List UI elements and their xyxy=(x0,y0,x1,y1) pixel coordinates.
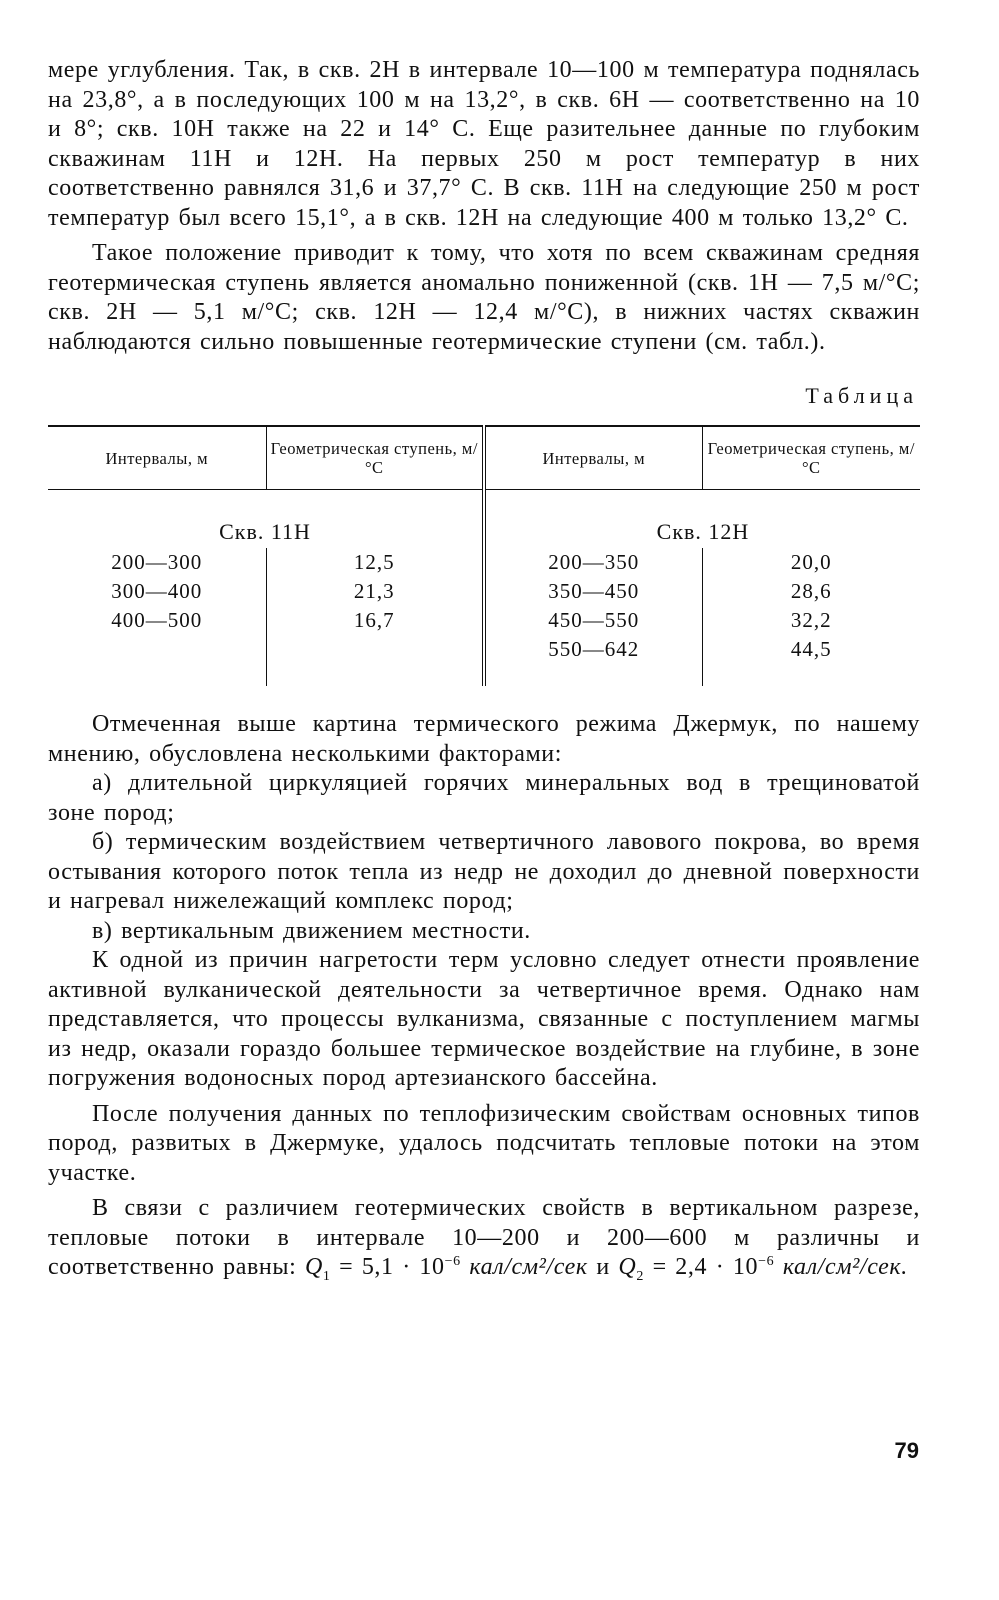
q1-value: = 5,1 · 10 xyxy=(330,1254,445,1280)
cell-step: 28,6 xyxy=(790,579,832,603)
cell-step: 44,5 xyxy=(790,637,832,661)
cell-step-empty xyxy=(266,635,484,664)
list-item-b: б) термическим воздействием четвертичного лавового покрова, во время остывания которого поток тепла из недр не доходил до дневной поверхности и нагревал нижележащий комплекс пород; xyxy=(48,829,920,914)
paragraph-heat-flow-values xyxy=(48,1194,920,1283)
cell-spacer xyxy=(702,664,920,686)
cell-step: 20,0 xyxy=(790,550,832,574)
q1-symbol: Q xyxy=(304,1254,323,1280)
and-conjunction: и xyxy=(587,1254,619,1280)
q1-subscript: 1 xyxy=(322,1268,331,1284)
q1-exponent: −6 xyxy=(444,1254,461,1269)
cell-interval: 200—300 xyxy=(48,548,266,577)
cell-step: 32,2 xyxy=(790,608,832,632)
table-row xyxy=(48,606,920,635)
group-label-well-12n: Скв. 12Н xyxy=(656,518,750,544)
heat-flow-text: В связи с различием геотермических свойств в вертикальном разрезе, тепловые потоки в интервале 10—200 и 200—600 м различны и соответственно равны: xyxy=(48,1195,920,1280)
header-step-left: Геометрическая ступень, м/°С xyxy=(266,426,484,490)
cell-interval-empty xyxy=(48,635,266,664)
paragraph-heat-flow-data: После получения данных по теплофизическим свойствам основных типов пород, развитых в Джермуке, удалось подсчитать тепловые потоки на этом участке. xyxy=(48,1100,920,1186)
cell-interval: 200—350 xyxy=(484,548,702,577)
q2-exponent: −6 xyxy=(758,1254,775,1269)
cell-interval: 400—500 xyxy=(48,606,266,635)
q2-symbol: Q xyxy=(618,1254,637,1280)
table-caption: Таблица xyxy=(805,383,918,408)
cell-step: 12,5 xyxy=(266,548,484,577)
paragraph-intro: мере углубления. Так, в скв. 2Н в интервале 10—100 м температура поднялась на 23,8°, а в последующих 100 м на 13,2°, в скв. 6Н — соответственно на 10 и 8°; скв. 10Н также на 22 и 14° С. Еще разительнее данные по глубоким скважинам 11Н и 12Н. На первых 250 м рост температур в них соответственно равнялся 31,6 и 37,7° С. В скв. 11Н на следующие 250 м рост температур был всего 15,1°, а в скв. 12Н на следующие 400 м только 13,2° С. xyxy=(48,57,920,231)
list-item-a: а) длительной циркуляцией горячих минеральных вод в трещиноватой зоне пород; xyxy=(48,770,920,826)
cell-step: 21,3 xyxy=(266,577,484,606)
header-interval-left: Интервалы, м xyxy=(48,426,266,490)
table-row xyxy=(48,635,920,664)
geothermal-step-table xyxy=(48,425,920,686)
header-step-right: Геометрическая ступень, м/°С xyxy=(702,426,920,490)
cell-step: 16,7 xyxy=(266,606,484,635)
table-row xyxy=(48,548,920,577)
q1-unit: кал/см²/сек xyxy=(460,1254,588,1280)
paragraph-volcanism: К одной из причин нагретости терм условно следует отнести проявление активной вулканической деятельности за четвертичное время. Однако нам представляется, что процессы вулканизма, связанные с поступлением магмы из недр, оказали гораздо большее термическое воздействие на глубине, в зоне погружения водоносных пород артезианского бассейна. xyxy=(48,947,920,1091)
table-row xyxy=(48,577,920,606)
q2-subscript: 2 xyxy=(636,1268,644,1284)
list-item-c: в) вертикальным движением местности. xyxy=(92,917,531,944)
header-interval-right: Интервалы, м xyxy=(484,426,702,490)
cell-spacer xyxy=(266,664,484,686)
cell-interval: 300—400 xyxy=(48,577,266,606)
table-group-row xyxy=(48,490,920,549)
cell-spacer xyxy=(484,664,702,686)
table-spacer-row xyxy=(48,664,920,686)
page-body xyxy=(48,56,920,1283)
page-number: 79 xyxy=(894,1438,919,1463)
cell-interval: 550—642 xyxy=(484,635,702,664)
paragraph-geothermal-step: Такое положение приводит к тому, что хотя по всем скважинам средняя геотермическая ступень является аномально пониженной (скв. 1Н — 7,5 м/°С; скв. 2Н — 5,1 м/°С; скв. 12Н — 12,4 м/°С), в нижних частях скважин наблюдаются сильно повышенные геотермические ступени (см. табл.). xyxy=(48,240,920,355)
q2-value: = 2,4 · 10 xyxy=(643,1254,759,1280)
paragraph-factors-intro: Отмеченная выше картина термического режима Джермук, по нашему мнению, обусловлена несколькими факторами: xyxy=(48,711,920,767)
cell-spacer xyxy=(48,664,266,686)
cell-interval: 450—550 xyxy=(484,606,702,635)
group-label-well-11n: Скв. 11Н xyxy=(48,490,484,549)
cell-interval: 350—450 xyxy=(484,577,702,606)
q2-unit: кал/см²/сек. xyxy=(774,1254,908,1280)
table-header-row xyxy=(48,426,920,490)
